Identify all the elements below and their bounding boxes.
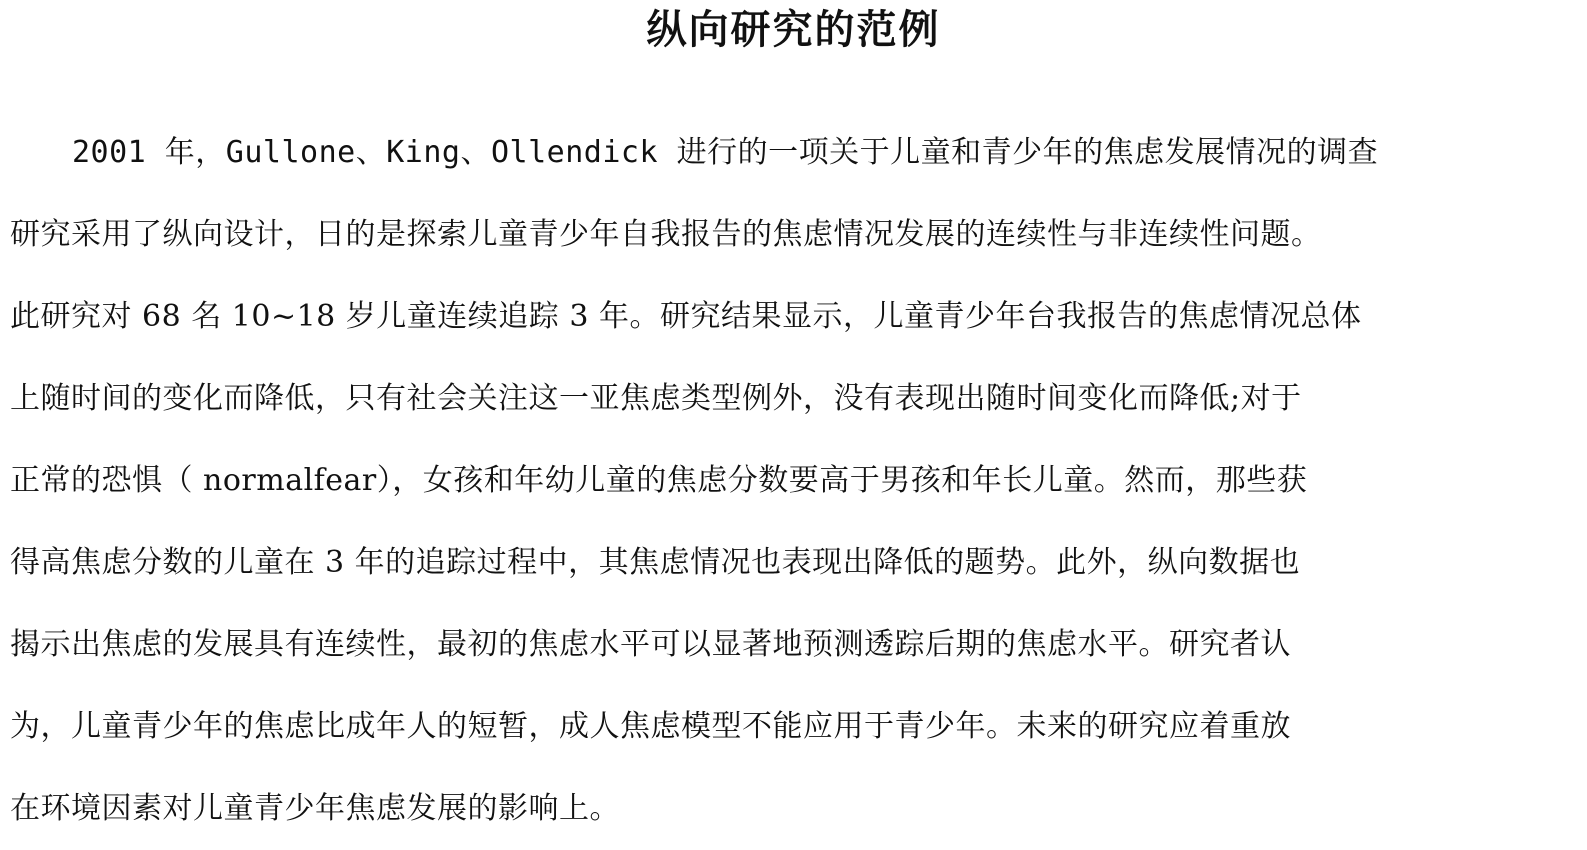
paragraph-line: 此研究对 68 名 10~18 岁儿童连续追踪 3 年。研究结果显示，儿童青少年台我报告的焦虑情况总体	[10, 299, 1362, 334]
page-title: 纵向研究的范例	[646, 6, 941, 53]
paragraph-line: 为，儿童青少年的焦虑比成年人的短暂，成人焦虑模型不能应用于青少年。未来的研究应着重放	[10, 709, 1291, 744]
paragraph-line: 研究采用了纵向设计，日的是探索儿童青少年自我报告的焦虑情况发展的连续性与非连续性问题。	[10, 217, 1322, 252]
paragraph-line: 上随时间的变化而降低，只有社会关注这一亚焦虑类型例外，没有表现出随时间变化而降低;对于	[10, 381, 1302, 416]
paragraph-line: 2001 年，Gullone、King、Ollendick 进行的一项关于儿童和青少年的焦虑发展情况的调查	[72, 135, 1379, 170]
paragraph-line: 得高焦虑分数的儿童在 3 年的追踪过程中，其焦虑情况也表现出降低的题势。此外，纵向数据也	[10, 545, 1301, 580]
paragraph-line: 揭示出焦虑的发展具有连续性，最初的焦虑水平可以显著地预测透踪后期的焦虑水平。研究者认	[10, 627, 1291, 662]
paragraph-line: 在环境因素对儿童青少年焦虑发展的影响上。	[10, 791, 620, 826]
paragraph-line: 正常的恐惧（ normalfear），女孩和年幼儿童的焦虑分数要高于男孩和年长儿童。然而，那些获	[10, 463, 1308, 498]
body-paragraph	[10, 112, 1577, 850]
